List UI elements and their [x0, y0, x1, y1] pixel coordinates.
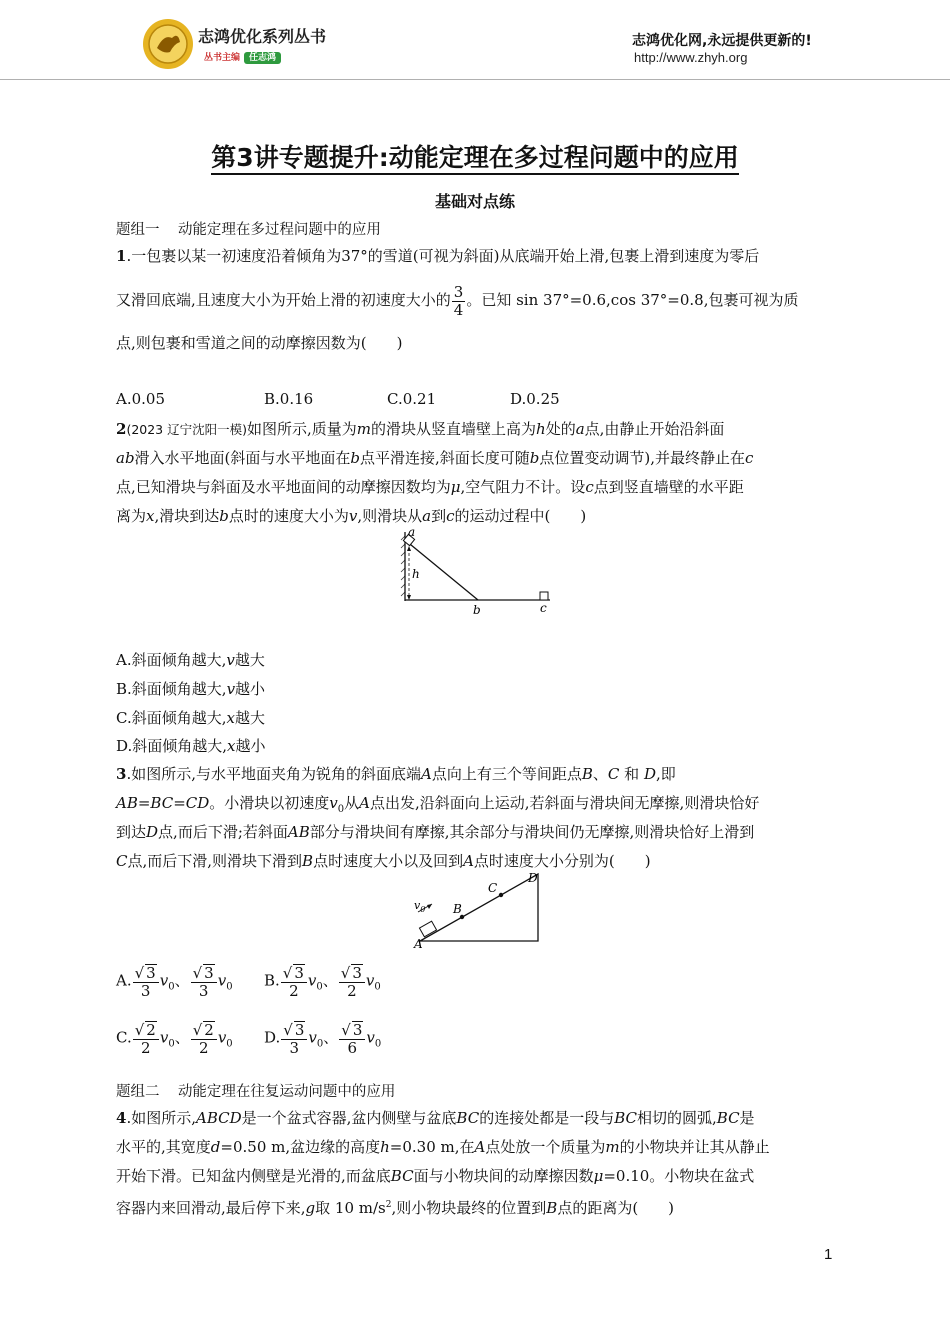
text: 滑入水平地面(斜面与水平地面在 — [134, 449, 351, 467]
text: ,滑块到达 — [154, 507, 220, 525]
var: m — [605, 1138, 620, 1156]
fraction-numerator: √ 2 — [191, 1021, 217, 1040]
editor-name: 任志鸿 — [244, 52, 281, 64]
var: d — [210, 1138, 221, 1156]
text: 点平滑连接,斜面长度可随 — [360, 449, 530, 467]
text: 、 — [174, 971, 190, 990]
text: 、 — [323, 1028, 339, 1047]
page-number: 1 — [824, 1246, 833, 1263]
text: 、 — [592, 765, 608, 783]
var: v — [159, 971, 169, 990]
group-label: 题组二 — [116, 1084, 160, 1100]
q1-line-1 — [116, 246, 759, 266]
group-heading-2 — [116, 1080, 395, 1101]
text: 的滑块从竖直墙壁上高为 — [371, 420, 537, 438]
slider-block-icon — [419, 921, 436, 937]
text: 。已知 sin 37°=0.6,cos 37°=0.8,包裹可视为质 — [466, 291, 799, 309]
var: c — [446, 507, 455, 525]
var: h — [536, 420, 546, 438]
var: b — [350, 449, 361, 467]
question-number: 2 — [116, 420, 127, 438]
header-divider — [0, 79, 950, 80]
fraction — [191, 1021, 217, 1056]
fraction-denominator: 3 — [198, 981, 209, 1000]
text: 点,由静止开始沿斜面 — [584, 420, 725, 438]
fraction-denominator: 4 — [453, 300, 464, 319]
q3-line-1 — [116, 764, 676, 784]
radicand: 3 — [352, 1021, 363, 1039]
radicand: 2 — [204, 1021, 214, 1039]
fraction-numerator: √ 3 — [339, 964, 365, 983]
fraction-numerator: 3 — [453, 283, 464, 301]
text: =0.30 m,在 — [389, 1138, 475, 1156]
label-v: v — [414, 899, 421, 912]
fraction-denominator: 6 — [347, 1038, 358, 1057]
group-label: 题组一 — [116, 222, 160, 238]
text: ,即 — [655, 765, 676, 783]
q3-figure — [408, 866, 548, 952]
fraction — [133, 1021, 159, 1056]
var: c — [745, 449, 754, 467]
fraction-denominator: 3 — [289, 1038, 300, 1057]
text: 取 10 m/s — [315, 1199, 386, 1217]
fraction — [281, 964, 307, 999]
fraction-numerator: √ 3 — [281, 964, 307, 983]
fraction — [339, 1021, 365, 1056]
point-c — [499, 893, 503, 897]
subscript: 0 — [337, 804, 345, 815]
text: 到 — [431, 507, 447, 525]
text: ,则小物块最终的位置到 — [391, 1199, 547, 1217]
q4-line-3 — [116, 1166, 754, 1186]
text: D.斜面倾角越大, — [116, 737, 228, 755]
q2-option-a — [116, 649, 265, 670]
text: 点位置变动调节),并最终静止在 — [539, 449, 746, 467]
var: C — [607, 765, 620, 783]
radicand: 3 — [204, 964, 214, 982]
fraction-denominator: 2 — [198, 1038, 209, 1057]
radicand: 2 — [146, 1021, 156, 1039]
q3-line-3 — [116, 822, 754, 842]
subscript: 0 — [168, 981, 175, 993]
question-number: 3 — [116, 765, 127, 783]
superscript: 2 — [385, 1200, 392, 1210]
var: x — [146, 507, 155, 525]
subscript: 0 — [226, 981, 233, 993]
group-text: 动能定理在往复运动问题中的应用 — [177, 1084, 396, 1100]
var: v — [308, 1028, 317, 1047]
text: 越大 — [234, 651, 265, 669]
fraction-numerator: √ 2 — [133, 1021, 159, 1040]
series-title: 志鸿优化系列丛书 — [198, 27, 327, 46]
var: μ — [593, 1167, 604, 1185]
fraction — [452, 284, 466, 318]
q4-line-4 — [116, 1195, 674, 1218]
text: ,则滑块从 — [357, 507, 423, 525]
editor-label: 丛书主编 — [204, 53, 241, 63]
text: 到达 — [116, 823, 147, 841]
q4-line-1 — [116, 1108, 755, 1128]
var: A — [359, 794, 371, 812]
label-a: a — [408, 526, 416, 539]
var: a — [575, 420, 585, 438]
var: D — [146, 823, 159, 841]
q2-line-1 — [116, 419, 724, 440]
var: μ — [450, 478, 461, 496]
subscript: 0 — [374, 1038, 382, 1050]
var: ABCD — [195, 1109, 242, 1127]
block-at-c-icon — [540, 592, 548, 600]
text: 相切的圆弧, — [636, 1109, 717, 1127]
var: v — [307, 971, 317, 990]
fraction-denominator: 2 — [141, 1038, 151, 1057]
text: 离为 — [116, 507, 147, 525]
text: 是一个盆式容器,盆内侧壁与盆底 — [241, 1109, 457, 1127]
label-b: b — [473, 603, 481, 617]
var: b — [529, 449, 540, 467]
text: .如图所示, — [126, 1109, 196, 1127]
var: v — [226, 651, 235, 669]
fraction-denominator: 2 — [347, 981, 357, 1000]
var: h — [380, 1138, 390, 1156]
fraction — [281, 1021, 307, 1056]
subscript: 0 — [168, 1038, 175, 1050]
text: A.斜面倾角越大, — [116, 651, 227, 669]
text: .一包裹以某一初速度沿着倾角为37°的雪道(可视为斜面)从底端开始上滑,包裹上滑到速度为零后 — [126, 247, 760, 265]
q2-option-c — [116, 707, 265, 728]
text: 又滑回底端,且速度大小为开始上滑的初速度大小的 — [116, 291, 451, 309]
arrow-head-icon — [427, 904, 432, 909]
page-title-text: 第3讲专题提升:动能定理在多过程问题中的应用 — [211, 143, 738, 175]
subscript: 0 — [374, 981, 381, 993]
text: 的小物块并让其从静止 — [619, 1138, 770, 1156]
text: 水平的,其宽度 — [116, 1138, 211, 1156]
radicand: 3 — [352, 964, 362, 982]
label-v0 — [414, 899, 425, 914]
q3-line-2 — [116, 793, 759, 820]
var: m — [356, 420, 371, 438]
question-number: 4 — [116, 1109, 127, 1127]
q2-line-2 — [116, 448, 753, 468]
text: 点向上有三个等间距点 — [431, 765, 582, 783]
var: v — [159, 1028, 169, 1047]
fraction — [339, 964, 365, 999]
var: B — [581, 765, 593, 783]
q2-option-b — [116, 678, 265, 699]
text: 点的距离为( ) — [557, 1199, 675, 1217]
var: v — [365, 971, 375, 990]
site-url[interactable]: http://www.zhyh.org — [634, 50, 748, 65]
text: 和 — [624, 765, 640, 783]
var: b — [219, 507, 229, 525]
var: A — [463, 852, 474, 870]
var: ab — [116, 449, 135, 467]
text: 点时速度大小分别为( ) — [473, 852, 651, 870]
text: B.斜面倾角越大, — [116, 680, 227, 698]
q1-line-3: 点,则包裹和雪道之间的动摩擦因数为( ) — [116, 334, 403, 352]
var: v — [217, 1028, 227, 1047]
q1-option-c: C.0.21 — [387, 390, 437, 408]
incline-triangle — [420, 874, 538, 941]
var: D — [643, 765, 656, 783]
q1-line-2 — [116, 284, 798, 318]
q2-line-3 — [116, 477, 744, 497]
var: B — [302, 852, 314, 870]
var: a — [422, 507, 432, 525]
text: 越大 — [234, 709, 265, 727]
text: 是 — [739, 1109, 755, 1127]
group-heading-1 — [116, 218, 381, 239]
radicand: 3 — [146, 964, 156, 982]
var: BC — [390, 1167, 414, 1185]
q1-option-a: A.0.05 — [116, 390, 165, 408]
label-c: C — [488, 881, 498, 895]
subscript: 0 — [316, 981, 323, 993]
fraction — [191, 964, 217, 999]
arrow-down-icon — [407, 595, 411, 600]
option-label: C. — [116, 1028, 132, 1047]
var: v — [226, 680, 236, 698]
fraction-denominator: 2 — [289, 981, 299, 1000]
question-number: 1 — [116, 247, 127, 265]
option-label: A. — [116, 971, 132, 990]
var: v — [348, 507, 358, 525]
q3-line-4 — [116, 851, 651, 871]
var: A — [474, 1138, 486, 1156]
text: 部分与滑块间有摩擦,其余部分与滑块间仍无摩擦,则滑块恰好上滑到 — [309, 823, 755, 841]
var: x — [227, 737, 236, 755]
text: ,空气阻力不计。设 — [460, 478, 586, 496]
var: c — [585, 478, 594, 496]
radicand: 3 — [294, 964, 304, 982]
text: =0.50 m,盆边缘的高度 — [220, 1138, 381, 1156]
editor-line — [204, 50, 281, 63]
fraction-numerator: √ 3 — [281, 1021, 307, 1040]
fraction-denominator: 3 — [140, 981, 151, 1000]
var: BC — [456, 1109, 480, 1127]
q1-option-d: D.0.25 — [510, 390, 560, 408]
var: v — [329, 794, 338, 812]
var: v — [366, 1028, 375, 1047]
text: 点,而后下滑;若斜面 — [158, 823, 288, 841]
text: .如图所示,与水平地面夹角为锐角的斜面底端 — [126, 765, 421, 783]
label-sub: 0 — [420, 905, 426, 914]
text: 点时速度大小以及回到 — [313, 852, 464, 870]
page-title — [0, 138, 950, 174]
q4-line-2 — [116, 1137, 770, 1157]
text: 点到竖直墙壁的水平距 — [593, 478, 744, 496]
q3-option-a — [116, 964, 233, 999]
text: 如图所示,质量为 — [246, 420, 357, 438]
option-label: B. — [264, 971, 280, 990]
text: 点,而后下滑,则滑块下滑到 — [127, 852, 303, 870]
group-text: 动能定理在多过程问题中的应用 — [177, 222, 381, 238]
label-h: h — [412, 567, 420, 581]
subscript: 0 — [316, 1038, 324, 1050]
label-c: c — [540, 601, 547, 615]
q3-option-d — [264, 1021, 381, 1056]
var: v — [217, 971, 227, 990]
equation: AB=BC=CD — [116, 794, 210, 812]
var: x — [226, 709, 235, 727]
text: 、 — [174, 1028, 190, 1047]
q3-option-c — [116, 1021, 233, 1056]
label-d: D — [528, 871, 538, 885]
var: B — [546, 1199, 558, 1217]
text: 的连接处都是一段与 — [479, 1109, 615, 1127]
text: C.斜面倾角越大, — [116, 709, 227, 727]
text: 容器内来回滑动,最后停下来, — [116, 1199, 306, 1217]
radicand: 3 — [294, 1021, 305, 1039]
var: g — [305, 1199, 316, 1217]
text: 开始下滑。已知盆内侧壁是光滑的,而盆底 — [116, 1167, 391, 1185]
text: 越小 — [235, 737, 266, 755]
section-subtitle: 基础对点练 — [434, 192, 515, 211]
q3-option-b — [264, 964, 381, 999]
var: C — [116, 852, 128, 870]
subscript: 0 — [226, 1038, 233, 1050]
arrow-up-icon — [407, 546, 411, 551]
fraction-numerator: √ 3 — [339, 1021, 365, 1040]
var: BC — [614, 1109, 637, 1127]
text: 点出发,沿斜面向上运动,若斜面与滑块间无摩擦,则滑块恰好 — [370, 794, 760, 812]
text: 的运动过程中( ) — [454, 507, 587, 525]
q1-option-b: B.0.16 — [264, 390, 314, 408]
text: 点,已知滑块与斜面及水平地面间的动摩擦因数均为 — [116, 478, 451, 496]
var: A — [420, 765, 432, 783]
text: 点处放一个质量为 — [485, 1138, 606, 1156]
var: AB — [287, 823, 310, 841]
var: BC — [716, 1109, 740, 1127]
text: 从 — [344, 794, 360, 812]
fraction-numerator: √ 3 — [133, 964, 159, 983]
text: =0.10。小物块在盆式 — [603, 1167, 755, 1185]
site-slogan: 志鸿优化网,永远提供更新的! — [632, 33, 812, 49]
fraction — [133, 964, 159, 999]
text: 越小 — [235, 680, 266, 698]
option-label: D. — [264, 1028, 281, 1047]
q2-option-d — [116, 735, 266, 756]
text: 点时的速度大小为 — [228, 507, 349, 525]
fraction-numerator: √ 3 — [191, 964, 217, 983]
q2-figure — [396, 526, 556, 618]
text: 。小滑块以初速度 — [209, 794, 330, 812]
q2-line-4 — [116, 506, 586, 526]
text: 面与小物块间的动摩擦因数 — [413, 1167, 594, 1185]
logo-seal-icon — [142, 18, 194, 70]
text: 、 — [322, 971, 338, 990]
label-b: B — [453, 902, 462, 916]
label-a: A — [414, 937, 423, 951]
question-source: (2023 辽宁沈阳一模) — [126, 422, 247, 437]
text: 处的 — [545, 420, 576, 438]
